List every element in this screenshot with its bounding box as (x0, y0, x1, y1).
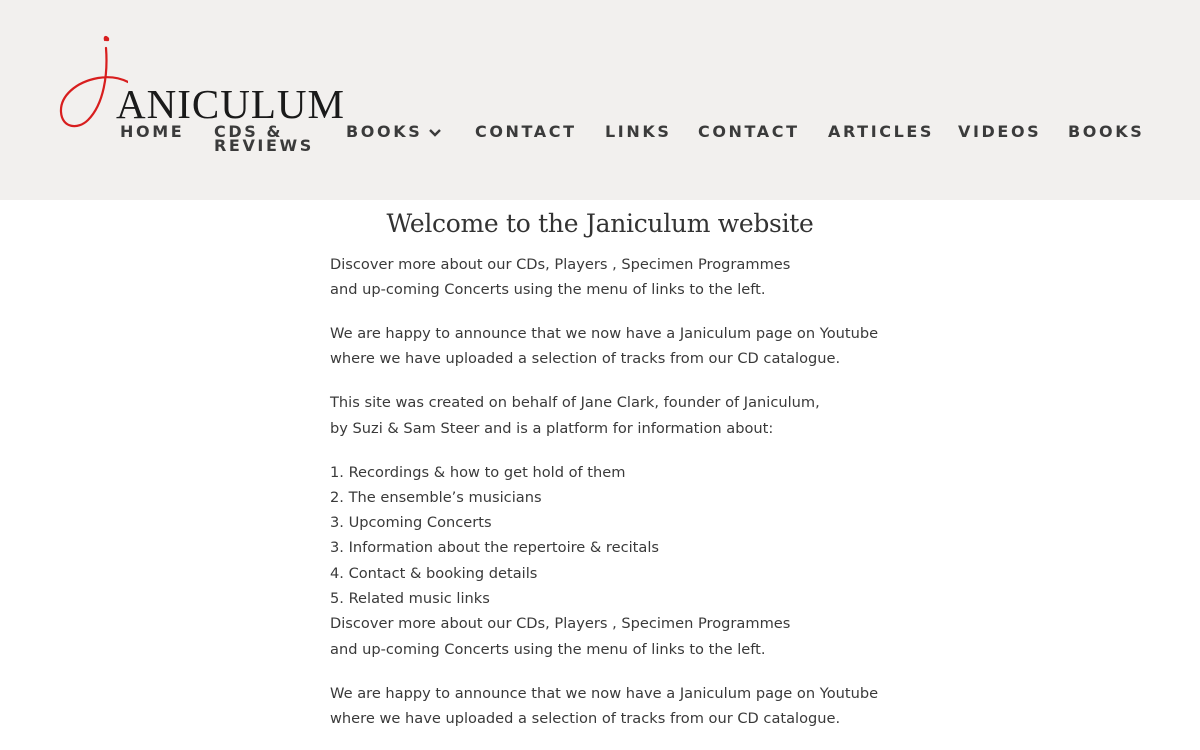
page-title: Welcome to the Janiculum website (386, 209, 814, 238)
nav-books-dropdown[interactable] (346, 122, 442, 141)
nav-cds-reviews-line1: CDS & (214, 122, 284, 141)
text-line: by Suzi & Sam Steer and is a platform for information about: (330, 419, 774, 437)
list-item: 1. Recordings & how to get hold of them (330, 463, 626, 481)
paragraph-about (330, 390, 890, 441)
nav-videos[interactable]: VIDEOS (958, 122, 1042, 141)
text-line: and up-coming Concerts using the menu of links to the left. (330, 640, 766, 658)
nav-articles[interactable]: ARTICLES (828, 122, 935, 141)
info-list (330, 460, 890, 662)
paragraph-youtube-repeat (330, 681, 890, 732)
nav-links[interactable]: LINKS (605, 122, 672, 141)
paragraph-intro (330, 252, 890, 303)
list-item: 3. Upcoming Concerts (330, 514, 492, 532)
text-line: Discover more about our CDs, Players , Specimen Programmes (330, 615, 791, 633)
paragraph-youtube (330, 321, 890, 372)
text-line: and up-coming Concerts using the menu of links to the left. (330, 281, 766, 299)
text-line: This site was created on behalf of Jane Clark, founder of Janiculum, (330, 394, 820, 412)
intro-text (330, 252, 890, 750)
nav-books-2[interactable]: BOOKS (1068, 122, 1145, 141)
site-header (0, 0, 1200, 200)
nav-cds-reviews-line2: REVIEWS (214, 136, 314, 155)
text-line: where we have uploaded a selection of tracks from our CD catalogue. (330, 350, 841, 368)
nav-home[interactable]: HOME (120, 122, 185, 141)
list-item: 3. Information about the repertoire & recitals (330, 539, 659, 557)
chevron-down-icon (428, 126, 442, 140)
nav-contact-2[interactable]: CONTACT (698, 122, 800, 141)
list-item: 4. Contact & booking details (330, 564, 538, 582)
main-nav (0, 122, 1200, 165)
logo-wordmark: ANICULUM (116, 81, 345, 127)
list-item: 5. Related music links (330, 590, 490, 608)
text-line: We are happy to announce that we now have a Janiculum page on Youtube (330, 684, 879, 702)
text-line: Discover more about our CDs, Players , Specimen Programmes (330, 256, 791, 273)
nav-contact[interactable]: CONTACT (475, 122, 577, 141)
nav-books-label: BOOKS (346, 122, 423, 141)
text-line: We are happy to announce that we now have a Janiculum page on Youtube (330, 325, 879, 343)
list-item: 2. The ensemble’s musicians (330, 488, 542, 506)
nav-cds-reviews[interactable] (214, 122, 314, 155)
text-line: where we have uploaded a selection of tracks from our CD catalogue. (330, 709, 841, 727)
site-logo[interactable] (58, 34, 368, 130)
